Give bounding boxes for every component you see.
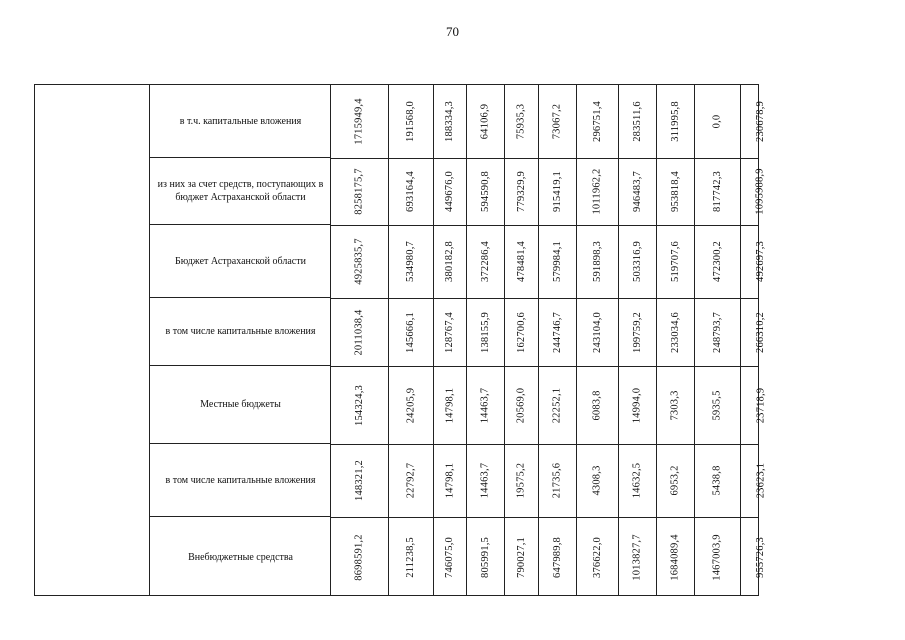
cell-value: 14994,0 (631, 387, 643, 423)
table-cell (576, 225, 618, 298)
cell-value: 8258175,7 (354, 168, 365, 215)
table-cell (388, 444, 433, 517)
table-cell (618, 158, 656, 225)
row-label: в том числе капитальные вложения (150, 444, 331, 517)
cell-value: 579984,1 (551, 241, 563, 282)
cell-value: 372286,4 (479, 241, 491, 282)
cell-value: 20569,0 (515, 387, 527, 423)
cell-value: 380182,8 (444, 241, 456, 282)
table-cell (388, 158, 433, 225)
table-cell (331, 517, 388, 597)
cell-value: 188334,3 (444, 101, 456, 142)
cell-value: 64106,9 (479, 103, 491, 140)
cell-value: 266310,2 (754, 311, 766, 353)
cell-value: 296751,4 (591, 101, 603, 142)
table-cell (656, 85, 694, 158)
cell-value: 14463,7 (479, 387, 491, 423)
cell-value: 1013827,7 (631, 533, 643, 581)
table-cell (538, 444, 576, 517)
table-cell (331, 85, 388, 158)
cell-value: 805991,5 (479, 536, 491, 578)
table-cell (740, 158, 781, 225)
table-cell (504, 85, 538, 158)
cell-value: 779329,9 (515, 171, 527, 212)
cell-value: 746075,0 (444, 536, 456, 578)
cell-value: 492697,3 (754, 241, 766, 282)
cell-value: 23718,9 (755, 387, 766, 423)
table-cell (656, 225, 694, 298)
table-cell (466, 85, 504, 158)
table-cell (538, 85, 576, 158)
cell-value: 311995,8 (669, 101, 681, 142)
table-cell (538, 366, 576, 444)
table-cell (388, 85, 433, 158)
table-cell (576, 444, 618, 517)
cell-value: 14798,1 (444, 462, 455, 499)
cell-value: 4308,3 (591, 465, 603, 496)
cell-value: 283511,6 (631, 101, 643, 142)
cell-value: 503316,9 (631, 241, 643, 282)
cell-value: 73067,2 (551, 103, 563, 140)
cell-value: 6953,2 (669, 465, 681, 496)
table-cell (433, 517, 466, 597)
table-cell (576, 366, 618, 444)
table-cell (331, 298, 388, 366)
table-cell (466, 366, 504, 444)
cell-value: 148321,2 (353, 460, 365, 501)
cell-value: 478481,4 (515, 241, 527, 282)
cell-value: 199759,2 (631, 311, 643, 353)
table-cell (538, 225, 576, 298)
cell-value: 22792,7 (405, 462, 416, 499)
row-label: Внебюджетные средства (188, 551, 293, 563)
table-cell (433, 225, 466, 298)
table-cell (618, 366, 656, 444)
cell-value: 1684089,4 (669, 533, 681, 581)
cell-value: 138155,9 (479, 311, 491, 353)
cell-value: 211238,5 (405, 536, 416, 578)
table-cell (576, 298, 618, 366)
table-cell (331, 158, 388, 225)
cell-value: 647989,8 (551, 536, 563, 578)
cell-value: 1467003,9 (711, 533, 723, 581)
table-cell (504, 366, 538, 444)
table-cell (694, 517, 740, 597)
table-cell (388, 366, 433, 444)
cell-value: 21735,6 (551, 462, 563, 499)
cell-value: 955726,3 (754, 536, 766, 578)
table-cell (331, 225, 388, 298)
table-cell (433, 444, 466, 517)
table-cell (656, 158, 694, 225)
table-cell (740, 517, 781, 597)
cell-value: 230678,9 (754, 101, 766, 142)
table-cell (694, 158, 740, 225)
cell-value: 5935,5 (711, 389, 723, 421)
cell-value: 4925835,7 (354, 238, 365, 285)
cell-value: 946483,7 (631, 171, 643, 212)
cell-value: 915419,1 (551, 171, 563, 212)
page-number: 70 (446, 24, 459, 39)
table-cell (694, 366, 740, 444)
cell-value: 23623,1 (755, 462, 766, 499)
table-cell (504, 517, 538, 597)
cell-value: 145666,1 (404, 311, 416, 353)
cell-value: 128767,4 (444, 311, 456, 353)
cell-value: 19575,2 (515, 462, 527, 499)
cell-value: 0,0 (711, 114, 723, 129)
cell-value: 233034,6 (669, 311, 681, 353)
cell-value: 24205,9 (405, 387, 416, 423)
table-cell (740, 298, 781, 366)
cell-value: 162700,6 (515, 311, 527, 353)
cell-value: 14798,1 (444, 387, 455, 423)
table-cell (538, 158, 576, 225)
table-cell (388, 225, 433, 298)
cell-value: 75935,3 (515, 103, 527, 140)
cell-value: 2011038,4 (353, 308, 365, 356)
cell-value: 8698591,2 (354, 533, 365, 581)
cell-value: 22252,1 (551, 387, 563, 423)
table-cell (656, 444, 694, 517)
table-cell (388, 298, 433, 366)
table-cell (694, 298, 740, 366)
cell-value: 953818,4 (669, 171, 681, 212)
cell-value: 248793,7 (711, 311, 723, 353)
table-cell (740, 85, 781, 158)
cell-value: 472300,2 (711, 241, 723, 282)
cell-value: 594590,8 (479, 171, 491, 212)
table-cell (740, 366, 781, 444)
table-cell (504, 158, 538, 225)
table-cell (618, 298, 656, 366)
table-cell (538, 517, 576, 597)
cell-value: 534980,7 (404, 241, 416, 282)
table-cell (538, 298, 576, 366)
table-cell (618, 85, 656, 158)
cell-value: 376622,0 (591, 536, 603, 578)
cell-value: 1095988,9 (755, 168, 766, 215)
table-cell (694, 225, 740, 298)
table-cell (466, 225, 504, 298)
cell-value: 7303,3 (669, 389, 681, 421)
cell-value: 5438,8 (711, 465, 723, 496)
table-cell (331, 366, 388, 444)
table-cell (466, 444, 504, 517)
row-label: в том числе капитальные вложения (150, 298, 331, 366)
table-cell (694, 444, 740, 517)
table-cell (466, 517, 504, 597)
cell-value: 519707,6 (669, 241, 681, 282)
cell-value: 14463,7 (479, 462, 491, 499)
table-cell (433, 298, 466, 366)
table-cell (740, 444, 781, 517)
table-cell (466, 158, 504, 225)
table-cell (433, 158, 466, 225)
table-cell (694, 85, 740, 158)
table-cell (618, 225, 656, 298)
cell-value: 1011962,2 (591, 168, 603, 215)
table-cell (466, 298, 504, 366)
cell-value: 6083,8 (591, 389, 603, 421)
table-cell (433, 85, 466, 158)
cell-value: 790027,1 (515, 536, 527, 578)
blank-left-column (35, 85, 150, 595)
cell-value: 244746,7 (551, 311, 563, 353)
table-cell (576, 517, 618, 597)
table-cell (656, 298, 694, 366)
table-cell (740, 225, 781, 298)
cell-value: 243104,0 (591, 311, 603, 353)
cell-value: 591898,3 (591, 241, 603, 282)
cell-value: 1715949,4 (354, 98, 365, 145)
table-cell (656, 366, 694, 444)
cell-value: 14632,5 (631, 462, 643, 499)
value-grid (331, 85, 766, 595)
table-cell (504, 298, 538, 366)
row-label: в т.ч. капитальные вложения (150, 85, 331, 158)
row-label: Бюджет Астраханской области (150, 225, 331, 298)
cell-value: 693164,4 (404, 171, 416, 212)
row-label: Местные бюджеты (150, 366, 331, 444)
table-cell (618, 517, 656, 597)
budget-table (34, 84, 766, 596)
row-label-column (150, 85, 331, 595)
table-cell (331, 444, 388, 517)
table-cell (656, 517, 694, 597)
cell-value: 817742,3 (711, 171, 723, 212)
table-cell (618, 444, 656, 517)
table-cell (576, 158, 618, 225)
table-cell (388, 517, 433, 597)
table-cell (504, 444, 538, 517)
table-cell (504, 225, 538, 298)
row-label: из них за счет средств, поступающих в бюджет Астраханской области (150, 158, 331, 225)
table-cell (576, 85, 618, 158)
table-cell (433, 366, 466, 444)
cell-value: 154324,3 (353, 384, 365, 426)
cell-value: 191568,0 (404, 101, 416, 142)
cell-value: 449676,0 (444, 171, 456, 212)
